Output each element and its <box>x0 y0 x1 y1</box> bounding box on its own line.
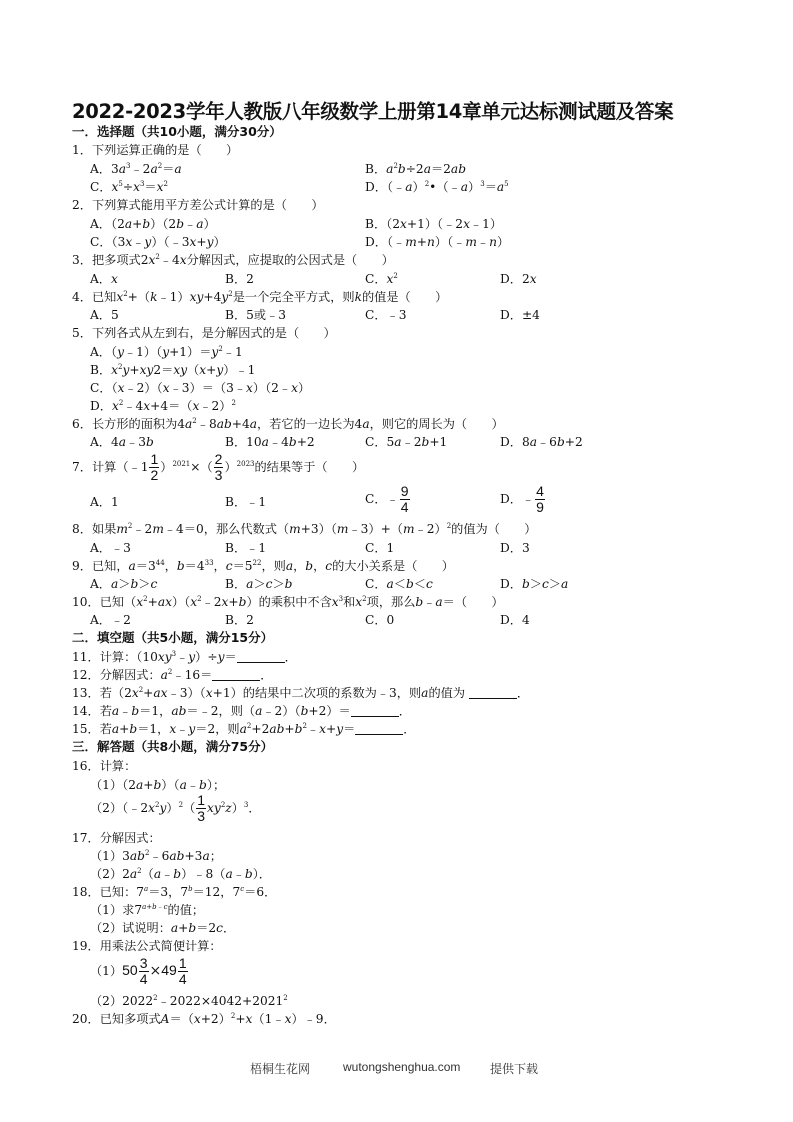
q1-option-b: B．$a^2b\div 2a=2ab$ <box>365 162 466 176</box>
question-20: 20．已知多项式$A=(x+2)^2+x(1﹣x)﹣9$． <box>72 1012 336 1026</box>
question-16: 16．计算： <box>72 759 137 773</box>
q10-option-c: C．0 <box>365 613 395 627</box>
question-18: 18．已知：$7^a=3$，$7^b=12$，$7^c=6$． <box>72 885 277 899</box>
q16-part-2: $(2)(﹣2x^2y)^2$（ $\frac{1}{3}$ $xy^2z)^3$． <box>90 792 261 824</box>
q8-option-a: A．﹣3 <box>90 541 131 555</box>
q19-part-2: $(2)2022^2﹣2022\times 4042+2021^2$ <box>90 994 288 1008</box>
answer-blank[interactable] <box>351 704 399 717</box>
q7-option-b: B．﹣1 <box>225 495 267 509</box>
q10-option-b: B．2 <box>225 613 254 627</box>
question-12: 12．分解因式：$a^2﹣16=$ ． <box>72 668 273 682</box>
footer-site-name: 梧桐生花网 <box>250 1062 311 1076</box>
q9-option-b: B．a＞c＞b <box>225 577 293 591</box>
q18-part-1: （1）求$7^{a+b﹣c}$的值； <box>90 903 205 917</box>
question-1: 1．下列运算正确的是（ ） <box>72 143 239 157</box>
answer-blank[interactable] <box>355 722 403 735</box>
q9-option-a: A．a＞b＞c <box>90 577 158 591</box>
q9-option-c: C．a＜b＜c <box>365 577 433 591</box>
question-2: 2．下列算式能用平方差公式计算的是（ ） <box>72 198 324 212</box>
q1-option-d: D．$(﹣a)^2•(﹣a)^3=a^5$ <box>365 180 509 194</box>
question-17: 17．分解因式： <box>72 831 161 845</box>
fraction: $\frac{2}{3}$ <box>214 451 223 483</box>
question-11: 11．计算：$(10xy^3﹣y)\div y=$ ． <box>72 650 297 664</box>
q7-option-a: A．1 <box>90 495 119 509</box>
question-4: 4．已知$x^2+(k﹣1)xy+4y^2$是一个完全平方式，则k的值是（ ） <box>72 290 448 304</box>
q5-option-b: B．$x^2y+xy2=xy(x+y)﹣1$ <box>90 363 256 377</box>
q4-option-d: D．±4 <box>500 308 540 322</box>
q17-part-2: $(2)2a^2(a﹣b)﹣8(a﹣b)$． <box>90 867 271 881</box>
question-15: 15．若a+b＝1，x﹣y＝2，则$a^2+2ab+b^2﹣x+y=$ ． <box>72 722 416 736</box>
q2-option-c: C．（3x﹣y）（﹣3x+y） <box>90 235 226 249</box>
footer-url[interactable]: wutongshenghua.com <box>343 1060 461 1074</box>
q7-option-d: D．﹣ $\frac{4}{9}$ <box>500 483 544 515</box>
q10-option-d: D．4 <box>500 613 530 627</box>
q3-option-d: D．2x <box>500 272 537 286</box>
fraction: $\frac{4}{9}$ <box>536 483 544 515</box>
q5-option-c: C．（x﹣2）（x﹣3）＝（3﹣x）（2﹣x） <box>90 381 311 395</box>
question-13: 13．若$(2x^2+ax﹣3)(x+1)$的结果中二次项的系数为﹣3，则a的值为 ． <box>72 686 530 700</box>
q8-option-b: B．﹣1 <box>225 541 267 555</box>
fraction: $\frac{1}{2}$ <box>150 451 159 483</box>
answer-blank[interactable] <box>469 686 517 699</box>
question-6: 6．长方形的面积为$4a^2﹣8ab+4a$，若它的一边长为4a，则它的周长为（ ） <box>72 417 504 431</box>
q5-option-a: A．$(y﹣1)(y+1)=y^2﹣1$ <box>90 345 243 359</box>
section-heading-choice: 一．选择题（共10小题，满分30分） <box>72 124 282 139</box>
q3-option-b: B．2 <box>225 272 254 286</box>
answer-blank[interactable] <box>237 650 285 663</box>
fraction: $\frac{1}{3}$ <box>197 792 206 824</box>
q5-option-d: D．$x^2﹣4x+4=(x﹣2)^2$ <box>90 399 236 413</box>
q3-option-a: A．x <box>90 272 118 286</box>
q2-option-a: A．（2a+b）（2b﹣a） <box>90 217 216 231</box>
section-heading-fill: 二．填空题（共5小题，满分15分） <box>72 630 274 645</box>
q3-option-c: C．$x^2$ <box>365 272 398 286</box>
q4-option-b: B．5或﹣3 <box>225 308 287 322</box>
section-heading-solve: 三．解答题（共8小题，满分75分） <box>72 739 274 754</box>
q4-option-c: C．﹣3 <box>365 308 407 322</box>
q4-option-a: A．5 <box>90 308 119 322</box>
q17-part-1: $(1)3ab^2﹣6ab+3a$； <box>90 849 222 863</box>
fraction: $\frac{9}{4}$ <box>400 483 409 515</box>
q8-option-c: C．1 <box>365 541 395 555</box>
q16-part-1: （1）（2a+b）（a﹣b）； <box>90 778 226 792</box>
q9-option-d: D．b＞c＞a <box>500 577 569 591</box>
question-8: 8．如果$m^2﹣2m﹣4=0$，那么代数式（m+3）（m﹣3）+（m﹣2）$^2$的值为（ ） <box>72 522 537 536</box>
question-7: 7．计算（﹣1 $\frac{1}{2}$ ）$^{2021}$×（ $\frac{2}{3}$ ）$^{2023}$的结果等于（ ） <box>72 451 365 483</box>
q19-part-1: （1）50 $\frac{3}{4}$ ×49 $\frac{1}{4}$ <box>90 955 187 987</box>
fraction: $\frac{3}{4}$ <box>139 955 148 987</box>
q2-option-d: D．（﹣m+n）（﹣m﹣n） <box>365 235 510 249</box>
fraction: $\frac{1}{4}$ <box>178 955 187 987</box>
q8-option-d: D．3 <box>500 541 530 555</box>
q2-option-b: B．（2x+1）（﹣2x﹣1） <box>365 217 503 231</box>
q1-option-c: C．$x^5\div x^3=x^2$ <box>90 180 168 194</box>
q10-option-a: A．﹣2 <box>90 613 131 627</box>
question-5: 5．下列各式从左到右，是分解因式的是（ ） <box>72 326 336 340</box>
question-14: 14．若a﹣b＝1，ab＝﹣2，则（a﹣2）（b+2）＝ ． <box>72 704 411 718</box>
question-19: 19．用乘法公式简便计算： <box>72 939 222 953</box>
q6-option-a: A．4a﹣3b <box>90 435 154 449</box>
question-9: 9．已知，$a=3^{44}$，$b=4^{33}$，$c=5^{22}$，则a，b，c的大小关系是（ ） <box>72 559 454 573</box>
document-title: 2022-2023学年人教版八年级数学上册第14章单元达标测试题及答案 <box>72 100 674 123</box>
question-3: 3．把多项式$2x^2﹣4x$分解因式，应提取的公因式是（ ） <box>72 253 394 267</box>
q6-option-b: B．10a﹣4b+2 <box>225 435 315 449</box>
q7-option-c: C．﹣ $\frac{9}{4}$ <box>365 483 409 515</box>
question-10: 10．已知$(x^2+ax)(x^2﹣2x+b)$的乘积中不含$x^3$和$x^2$项，那么b﹣a＝（ ） <box>72 595 504 609</box>
q6-option-c: C．5a﹣2b+1 <box>365 435 448 449</box>
q1-option-a: A．$3a^3﹣2a^2=a$ <box>90 162 182 176</box>
answer-blank[interactable] <box>212 668 260 681</box>
footer-download-text: 提供下载 <box>490 1062 539 1076</box>
q6-option-d: D．8a﹣6b+2 <box>500 435 583 449</box>
q18-part-2: （2）试说明：a+b＝2c． <box>90 921 236 935</box>
